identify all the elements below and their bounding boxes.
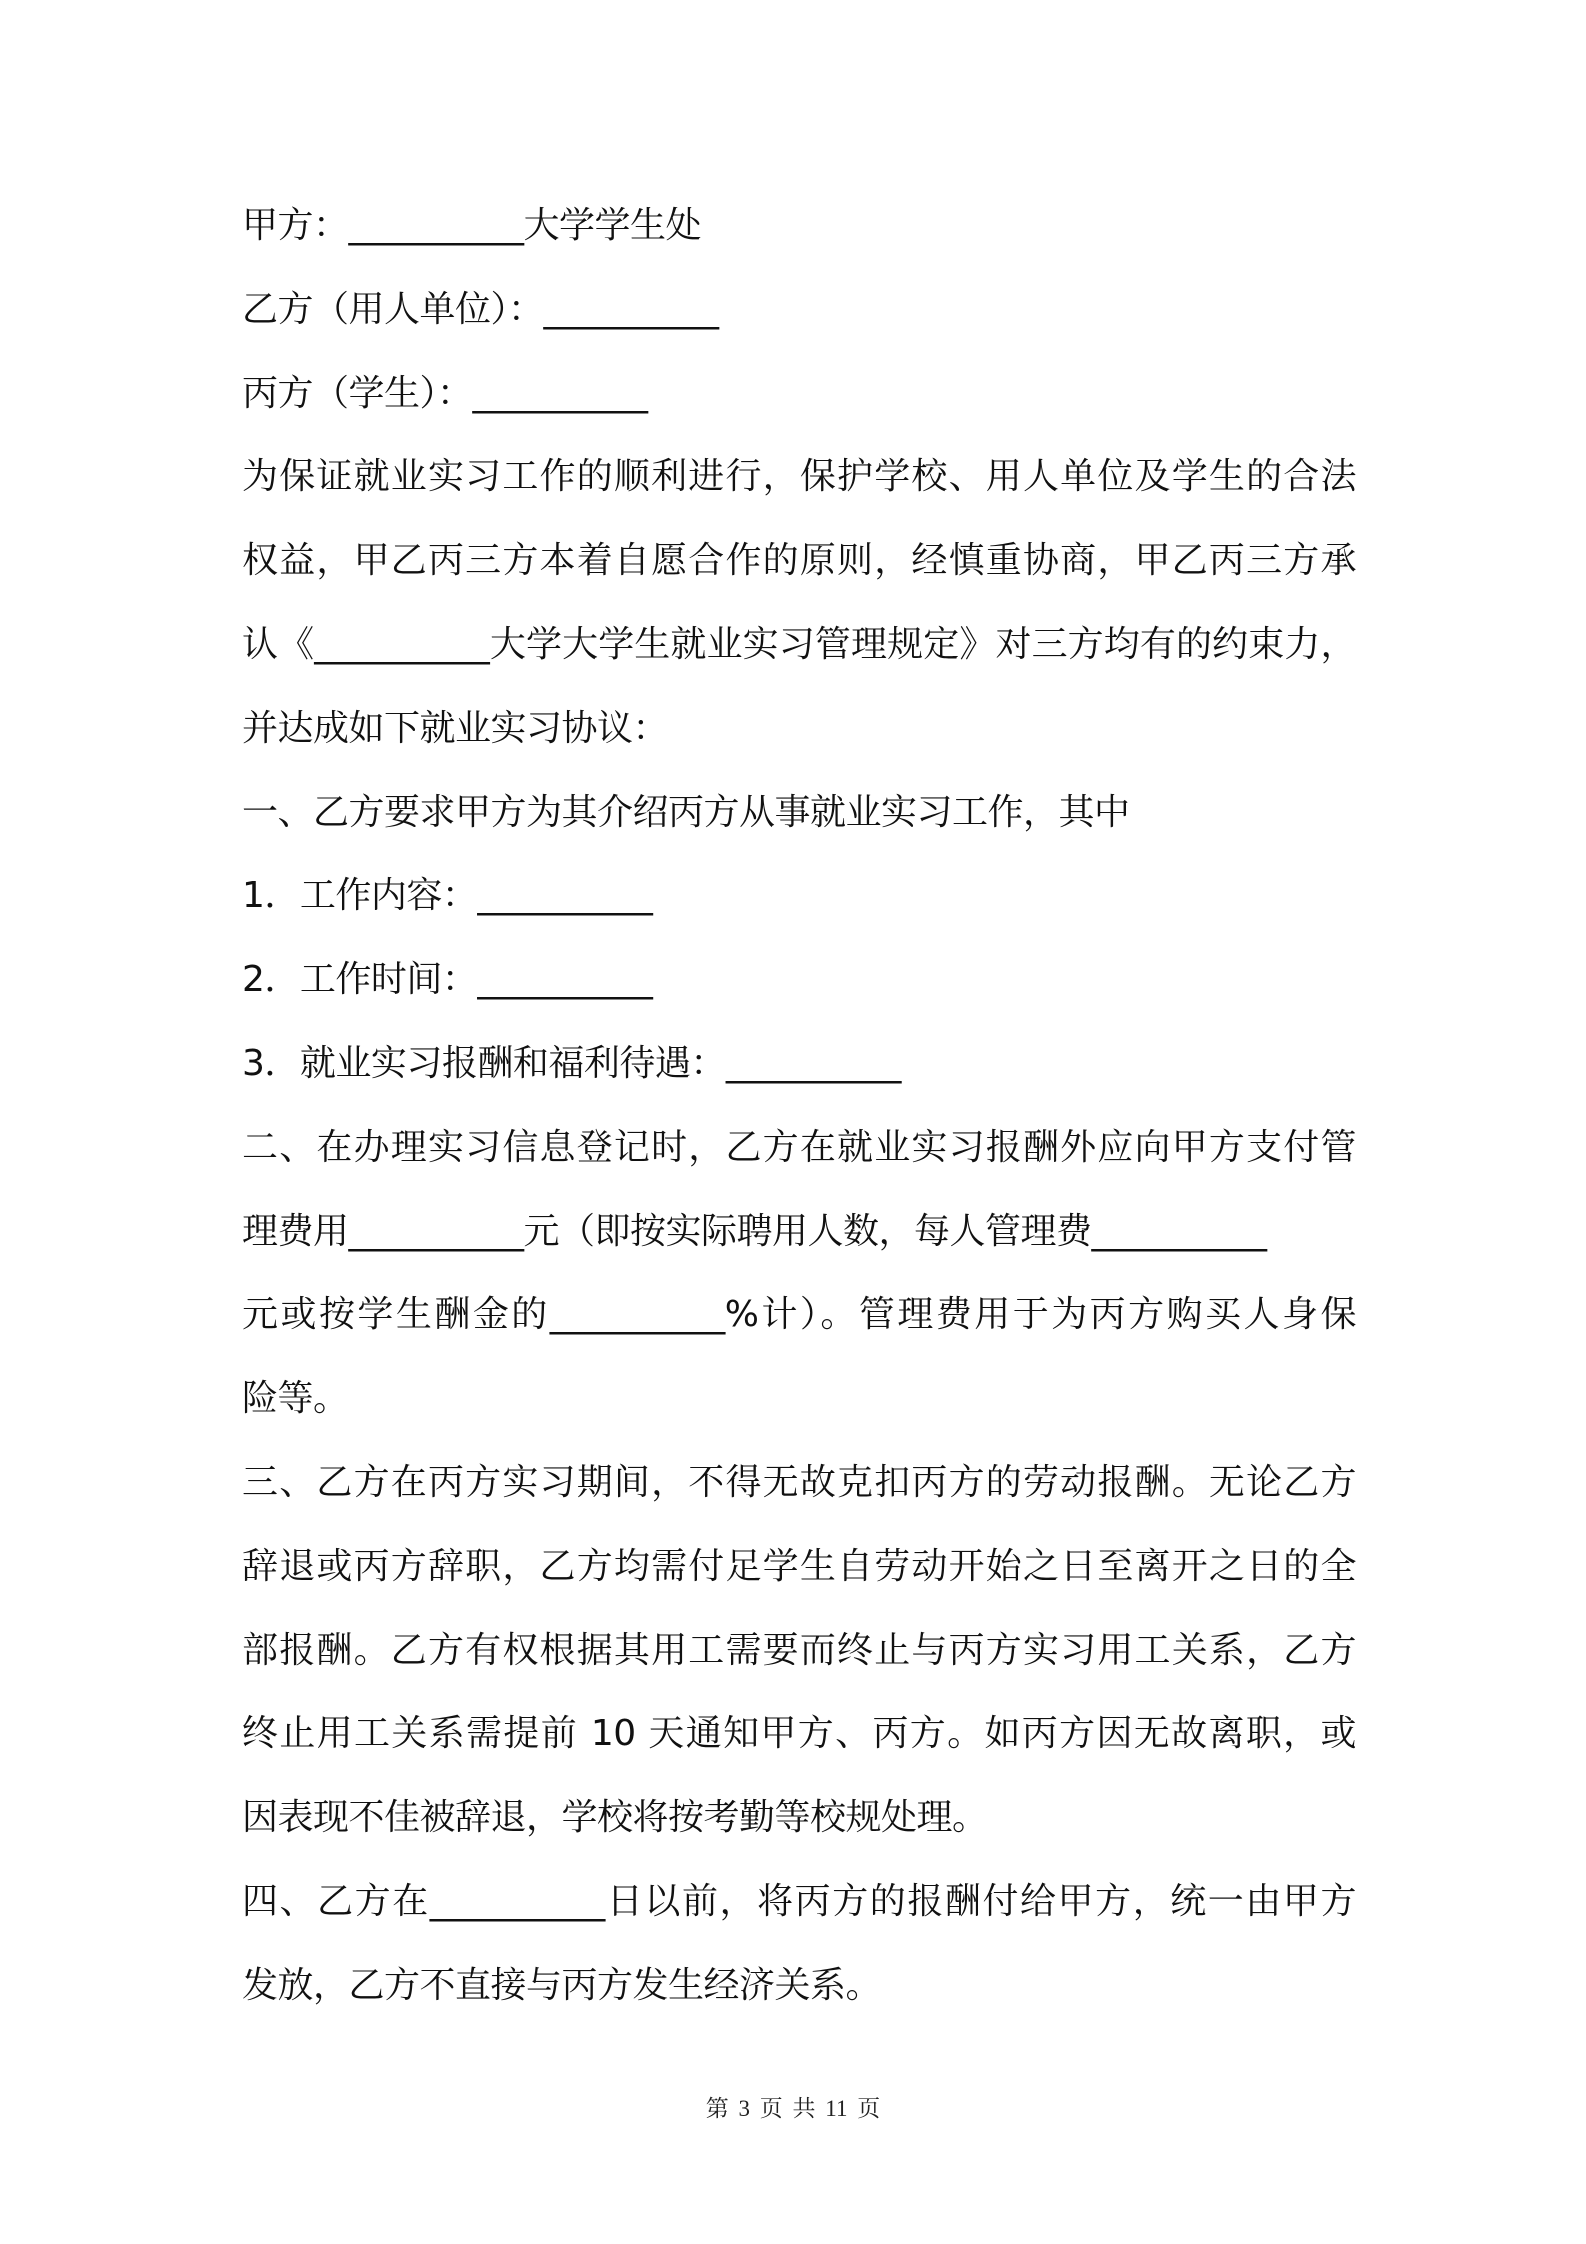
clause-1: [242, 771, 1356, 1106]
contract-body: [242, 184, 1356, 2028]
party-c-line: 丙方（学生）：__________: [242, 372, 648, 414]
clause-3-line: 三、乙方在丙方实习期间，不得无故克扣丙方的劳动报酬。无论乙方: [242, 1461, 1356, 1503]
clause-3-paragraph: [242, 1441, 1356, 1860]
clause-1-item-work-time: 2．工作时间：__________: [242, 959, 653, 1001]
clause-1-heading: 一、乙方要求甲方为其介绍丙方从事就业实习工作，其中: [242, 791, 1130, 833]
party-a-line: 甲方：__________大学学生处: [242, 205, 702, 246]
clause-3-line: 终止用工关系需提前 10 天通知甲方、丙方。如丙方因无故离职，或: [242, 1713, 1356, 1755]
preamble-line: 权益，甲乙丙三方本着自愿合作的原则，经慎重协商，甲乙丙三方承: [242, 540, 1356, 582]
clause-1-item-work-content: 1．工作内容：__________: [242, 875, 653, 917]
clause-3-line: 部报酬。乙方有权根据其用工需要而终止与丙方实习用工关系，乙方: [242, 1629, 1356, 1671]
page-number-footer: 第 3 页 共 11 页: [705, 2096, 881, 2121]
clause-4-line: 发放，乙方不直接与丙方发生经济关系。: [242, 1964, 882, 2006]
clause-2-paragraph: [242, 1106, 1356, 1441]
clause-3-line: 因表现不佳被辞退，学校将按考勤等校规处理。: [242, 1797, 988, 1839]
preamble-line: 并达成如下就业实习协议：: [242, 707, 669, 749]
preamble-line: 认《__________大学大学生就业实习管理规定》对三方均有的约束力，: [242, 623, 1356, 665]
clause-4-paragraph: [242, 1860, 1356, 2028]
clause-2-line: 理费用__________元（即按实际聘用人数，每人管理费__________: [242, 1210, 1267, 1252]
clause-2-line: 元或按学生酬金的__________%计）。管理费用于为丙方购买人身保: [242, 1294, 1356, 1336]
clause-2-line: 二、在办理实习信息登记时，乙方在就业实习报酬外应向甲方支付管: [242, 1126, 1356, 1168]
clause-3-line: 辞退或丙方辞职，乙方均需付足学生自劳动开始之日至离开之日的全: [242, 1545, 1356, 1587]
preamble-paragraph: [242, 435, 1356, 770]
party-b-line: 乙方（用人单位）：__________: [242, 288, 719, 330]
preamble-line: 为保证就业实习工作的顺利进行，保护学校、用人单位及学生的合法: [242, 456, 1356, 498]
clause-2-line: 险等。: [242, 1378, 349, 1420]
clause-1-item-pay-benefits: 3．就业实习报酬和福利待遇：__________: [242, 1042, 901, 1084]
clause-4-line: 四、乙方在__________日以前，将丙方的报酬付给甲方，统一由甲方: [242, 1880, 1356, 1922]
